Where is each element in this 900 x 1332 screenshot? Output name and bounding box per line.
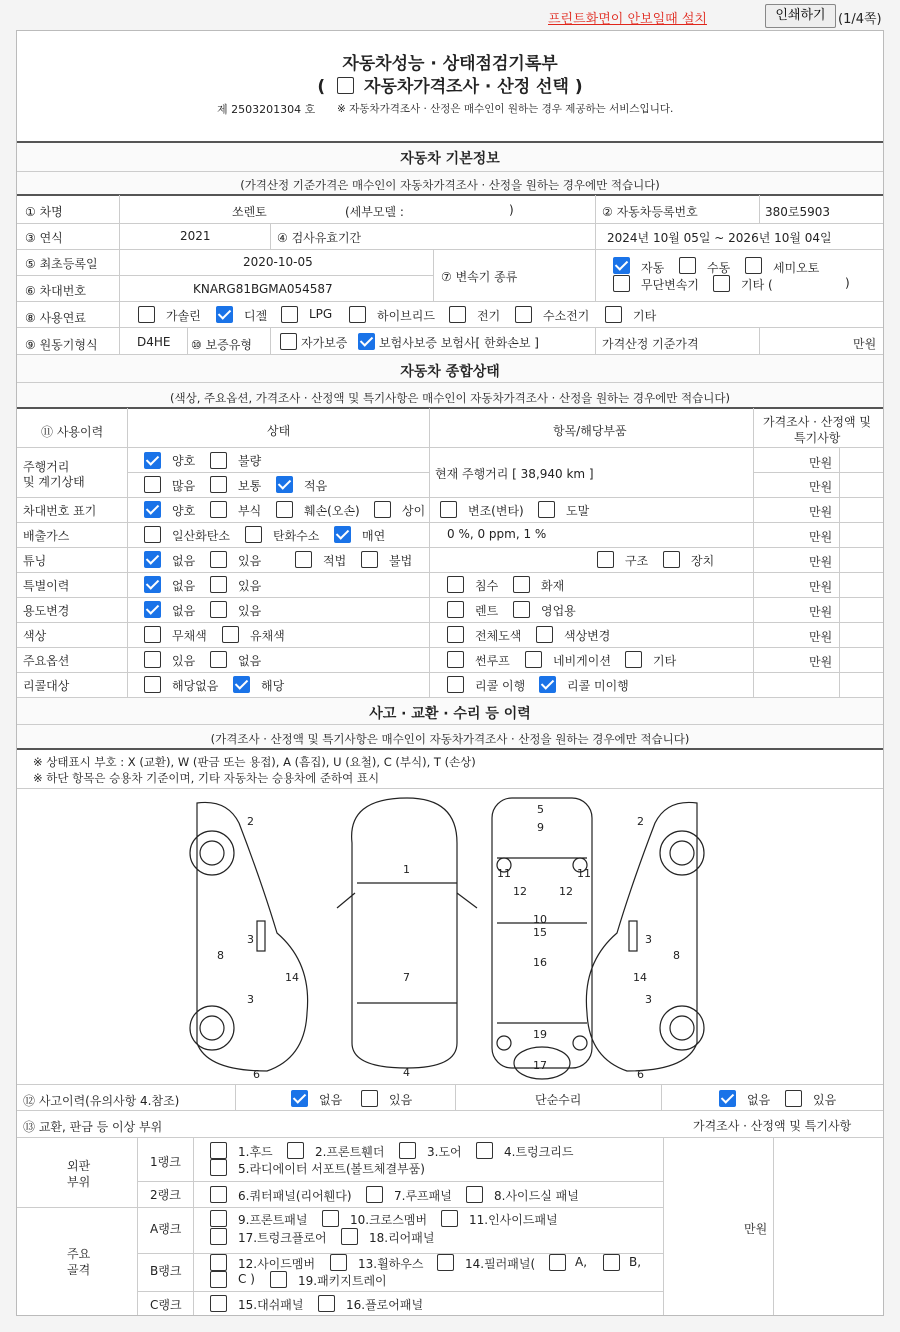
frame-label-1: 주요: [67, 1247, 91, 1261]
option-yes-checkbox[interactable]: [144, 651, 161, 668]
vin-mark-label: 차대번호 표기: [23, 504, 97, 518]
fuel-hybrid-checkbox[interactable]: [349, 306, 366, 323]
accident-history-label: ⑫ 사고이력(유의사항 4.참조): [23, 1094, 180, 1108]
trans-cvt-label: 무단변속기: [641, 278, 699, 292]
usage-business-label: 영업용: [541, 604, 576, 618]
recall-applicable-label: 해당: [261, 679, 285, 693]
frame-label-2: 골격: [67, 1263, 91, 1277]
fuel-lpg-checkbox[interactable]: [281, 306, 298, 323]
special-flood-label: 침수: [475, 579, 499, 593]
special-yes-checkbox[interactable]: [210, 576, 227, 593]
usage-rent-label: 렌트: [475, 604, 499, 618]
subtitle-text: 자동차가격조사 · 산정 선택: [364, 77, 569, 97]
usage-yes-label: 있음: [238, 604, 262, 618]
color-change-checkbox[interactable]: [536, 626, 553, 643]
warranty-label: ⑩ 보증유형: [191, 338, 252, 352]
part-pillar-panel-label: 14.필러패널(: [465, 1257, 536, 1271]
accident-section: [17, 698, 883, 748]
usage-business-checkbox[interactable]: [513, 601, 530, 618]
part-radiator-support-label: 5.라디에이터 서포트(볼트체결부품): [238, 1162, 425, 1176]
vin-corrosion-checkbox[interactable]: [210, 501, 227, 518]
vin-label: ⑥ 차대번호: [25, 284, 86, 298]
recall-none-label: 해당없음: [172, 679, 219, 693]
part-side-sill-checkbox[interactable]: [466, 1186, 483, 1203]
special-flood-checkbox[interactable]: [447, 576, 464, 593]
vin-price-unit: 만원: [809, 505, 833, 519]
simple-repair-none-label: 없음: [747, 1093, 771, 1107]
vin-altered-label: 변조(변타): [468, 504, 524, 518]
part-14-left: 14: [285, 971, 299, 984]
paren-close: ): [574, 77, 583, 97]
emission-values: 0 %, 0 ppm, 1 %: [447, 527, 547, 541]
special-label: 특별이력: [23, 579, 70, 593]
top-view-body: [352, 798, 457, 1068]
part-5: 5: [537, 803, 544, 816]
tuning-illegal-label: 불법: [389, 554, 413, 568]
part-11-right: 11: [577, 867, 591, 880]
tuning-device-label: 장치: [691, 554, 715, 568]
rank-b-label: B랭크: [150, 1264, 182, 1278]
part-roof-panel-checkbox[interactable]: [366, 1186, 383, 1203]
part-16: 16: [533, 956, 547, 969]
mileage-few-checkbox[interactable]: [276, 476, 293, 493]
trans-label: ⑦ 변속기 종류: [441, 270, 518, 284]
vin-differ-label: 상이: [402, 504, 426, 518]
part-roof-panel-label: 7.루프패널: [394, 1189, 452, 1203]
engine-label: ⑨ 원동기형식: [25, 338, 98, 352]
part-17: 17: [533, 1059, 547, 1072]
serial-number: 제 2503201304 호: [217, 103, 316, 116]
fuel-other-label: 기타: [633, 309, 657, 323]
document-subtitle: [17, 72, 883, 97]
vin-damage-checkbox[interactable]: [276, 501, 293, 518]
special-none-label: 없음: [172, 579, 196, 593]
year-value: 2021: [180, 229, 211, 243]
tuning-none-label: 없음: [172, 554, 196, 568]
part-front-panel-label: 9.프론트패널: [238, 1213, 308, 1227]
vin-smear-checkbox[interactable]: [538, 501, 555, 518]
right-pillar: [629, 921, 637, 951]
mileage-normal-label: 보통: [238, 479, 262, 493]
part-8-right: 8: [673, 949, 680, 962]
accident-yes-checkbox[interactable]: [361, 1090, 378, 1107]
recall-none-checkbox[interactable]: [144, 676, 161, 693]
trans-auto-checkbox[interactable]: [613, 257, 630, 274]
trans-other-label: 기타 (: [741, 278, 773, 292]
part-trunk-lid-checkbox[interactable]: [476, 1142, 493, 1159]
inspection-sheet: [16, 30, 884, 1316]
price-select-checkbox[interactable]: [337, 77, 354, 94]
part-12-front-left: 12: [513, 885, 527, 898]
mileage-price-unit-2: 만원: [809, 480, 833, 494]
warranty-insurance-checkbox[interactable]: [358, 333, 375, 350]
exchange-price-unit: 만원: [744, 1222, 768, 1236]
mileage-value: 현재 주행거리 [ 38,940 km ]: [435, 467, 594, 481]
exchange-price-header: 가격조사 · 산정액 및 특기사항: [693, 1119, 852, 1133]
part-rear-panel-checkbox[interactable]: [341, 1228, 358, 1245]
legend-1: ※ 상태표시 부호 : X (교환), W (판금 또는 용접), A (흠집), U (요철), C (부식), T (손상): [33, 755, 476, 769]
simple-repair-yes-label: 있음: [813, 1093, 837, 1107]
recall-applicable-checkbox[interactable]: [233, 676, 250, 693]
vin-differ-checkbox[interactable]: [374, 501, 391, 518]
pillar-a-checkbox[interactable]: [549, 1254, 566, 1271]
part-7: 7: [403, 971, 410, 984]
underbody-wheelhouse-rl: [497, 1036, 511, 1050]
trans-semi-checkbox[interactable]: [745, 257, 762, 274]
special-yes-label: 있음: [238, 579, 262, 593]
right-rear-hub: [670, 1016, 694, 1040]
fuel-diesel-label: 디젤: [244, 309, 268, 323]
trans-cvt-checkbox[interactable]: [613, 275, 630, 292]
recall-label: 리콜대상: [23, 679, 70, 693]
part-front-panel-checkbox[interactable]: [210, 1210, 227, 1227]
part-cross-member-label: 10.크로스멤버: [350, 1213, 428, 1227]
usage-label: 용도변경: [23, 604, 70, 618]
simple-repair-label: 단순수리: [535, 1093, 582, 1107]
fuel-electric-label: 전기: [477, 309, 501, 323]
option-navi-checkbox[interactable]: [525, 651, 542, 668]
mileage-bad-label: 불량: [238, 454, 262, 468]
right-side-body: [586, 802, 697, 1071]
detail-model-close: ): [509, 203, 514, 217]
simple-repair-yes-checkbox[interactable]: [785, 1090, 802, 1107]
accident-note: (가격조사 · 산정액 및 특기사항은 매수인이 자동차가격조사 · 산정을 원하는 경우에만 적습니다): [210, 732, 690, 746]
accident-yes-label: 있음: [389, 1093, 413, 1107]
tuning-structure-checkbox[interactable]: [597, 551, 614, 568]
exchange-label: ⑬ 교환, 판금 등 이상 부위: [23, 1120, 163, 1134]
part-wheel-house-checkbox[interactable]: [330, 1254, 347, 1271]
reg-no-label: ② 자동차등록번호: [602, 205, 698, 219]
trans-manual-label: 수동: [707, 261, 731, 275]
mileage-price-unit-1: 만원: [809, 456, 833, 470]
part-inside-panel-label: 11.인사이드패널: [469, 1213, 558, 1227]
vin-altered-checkbox[interactable]: [440, 501, 457, 518]
part-hood-label: 1.후드: [238, 1145, 273, 1159]
pillar-c-checkbox[interactable]: [210, 1271, 227, 1288]
trans-other-close: ): [845, 276, 850, 290]
fuel-lpg-label: LPG: [309, 307, 333, 321]
part-12-front-right: 12: [559, 885, 573, 898]
part-19: 19: [533, 1028, 547, 1041]
part-11-left: 11: [497, 867, 511, 880]
vin-value: KNARG81BGMA054587: [193, 282, 333, 296]
emission-co-checkbox[interactable]: [144, 526, 161, 543]
part-hood-checkbox[interactable]: [210, 1142, 227, 1159]
mileage-few-label: 적음: [304, 479, 328, 493]
part-3-right-a: 3: [645, 933, 652, 946]
special-fire-checkbox[interactable]: [513, 576, 530, 593]
pillar-c-label: C ): [238, 1272, 255, 1286]
trans-manual-checkbox[interactable]: [679, 257, 696, 274]
trans-semi-label: 세미오토: [773, 261, 820, 275]
usage-rent-checkbox[interactable]: [447, 601, 464, 618]
outer-label-2: 부위: [67, 1175, 91, 1189]
part-3-left-b: 3: [247, 993, 254, 1006]
tuning-yes-label: 있음: [238, 554, 262, 568]
vin-smear-label: 도말: [566, 504, 590, 518]
part-8-left: 8: [217, 949, 224, 962]
part-inside-panel-checkbox[interactable]: [441, 1210, 458, 1227]
right-front-hub: [670, 841, 694, 865]
base-price-unit: 만원: [853, 337, 877, 351]
part-14-right: 14: [633, 971, 647, 984]
outer-label-1: 외판: [67, 1159, 91, 1173]
basic-info-section: [17, 143, 883, 195]
part-wheel-house-label: 13.휠하우스: [358, 1257, 424, 1271]
warranty-insurance-label: 보험사보증 보험사[ 한화손보 ]: [379, 336, 539, 350]
accident-none-checkbox[interactable]: [291, 1090, 308, 1107]
fuel-other-checkbox[interactable]: [605, 306, 622, 323]
col-state: 상태: [267, 424, 291, 438]
vin-damage-label: 훼손(오손): [304, 504, 360, 518]
part-9: 9: [537, 821, 544, 834]
fuel-label: ⑧ 사용연료: [25, 311, 86, 325]
recall-done-label: 리콜 이행: [475, 679, 526, 693]
option-no-checkbox[interactable]: [210, 651, 227, 668]
part-3-left-a: 3: [247, 933, 254, 946]
color-chromatic-label: 유채색: [250, 629, 285, 643]
car-diagram: [167, 793, 727, 1081]
warranty-self-label: 자가보증: [301, 336, 348, 350]
option-price-unit: 만원: [809, 655, 833, 669]
mileage-good-label: 양호: [172, 454, 196, 468]
special-price-unit: 만원: [809, 580, 833, 594]
mileage-label-1: 주행거리: [23, 460, 70, 474]
vin-good-checkbox[interactable]: [144, 501, 161, 518]
part-front-fender-label: 2.프론트휀더: [315, 1145, 385, 1159]
part-package-tray-checkbox[interactable]: [270, 1271, 287, 1288]
document-header: [17, 31, 883, 143]
part-6-right: 6: [637, 1068, 644, 1081]
tuning-legal-checkbox[interactable]: [295, 551, 312, 568]
recall-not-done-checkbox[interactable]: [539, 676, 556, 693]
tuning-price-unit: 만원: [809, 555, 833, 569]
trans-auto-label: 자동: [641, 261, 665, 275]
document-title: 자동차성능 · 상태점검기록부: [342, 54, 558, 74]
service-note: ※ 자동차가격조사 · 산정은 매수인이 원하는 경우 제공하는 서비스입니다.: [337, 103, 674, 115]
option-navi-label: 네비게이션: [553, 654, 611, 668]
part-6-left: 6: [253, 1068, 260, 1081]
fuel-gasoline-label: 가솔린: [166, 309, 201, 323]
option-other-checkbox[interactable]: [625, 651, 642, 668]
warranty-self-checkbox[interactable]: [280, 333, 297, 350]
tuning-legal-label: 적법: [323, 554, 347, 568]
mileage-many-checkbox[interactable]: [144, 476, 161, 493]
part-door-label: 3.도어: [427, 1145, 462, 1159]
print-button[interactable]: 인쇄하기: [765, 4, 836, 28]
color-achromatic-checkbox[interactable]: [144, 626, 161, 643]
emission-smoke-label: 매연: [362, 529, 386, 543]
color-label: 색상: [23, 629, 47, 643]
part-pillar-panel-checkbox[interactable]: [437, 1254, 454, 1271]
trans-other-checkbox[interactable]: [713, 275, 730, 292]
pillar-b-checkbox[interactable]: [603, 1254, 620, 1271]
fuel-diesel-checkbox[interactable]: [216, 306, 233, 323]
legend-2: ※ 하단 항목은 승용차 기준이며, 기타 자동차는 승용차에 준하여 표시: [33, 771, 380, 785]
tuning-structure-label: 구조: [625, 554, 649, 568]
special-none-checkbox[interactable]: [144, 576, 161, 593]
underbody-crossmembers: [497, 858, 587, 1023]
part-quarter-panel-checkbox[interactable]: [210, 1186, 227, 1203]
emission-price-unit: 만원: [809, 530, 833, 544]
top-view-windows: [357, 883, 457, 1003]
part-front-fender-checkbox[interactable]: [287, 1142, 304, 1159]
tuning-label: 튜닝: [23, 554, 47, 568]
option-sunroof-checkbox[interactable]: [447, 651, 464, 668]
emission-smoke-checkbox[interactable]: [334, 526, 351, 543]
top-view-mirrors: [337, 893, 477, 908]
page-count: (1/4쪽): [838, 12, 882, 27]
rank-c-label: C랭크: [150, 1298, 182, 1312]
part-dash-panel-checkbox[interactable]: [210, 1295, 227, 1312]
fuel-electric-checkbox[interactable]: [449, 306, 466, 323]
usage-none-checkbox[interactable]: [144, 601, 161, 618]
fuel-hydrogen-label: 수소전기: [543, 309, 590, 323]
usage-none-label: 없음: [172, 604, 196, 618]
mileage-good-checkbox[interactable]: [144, 452, 161, 469]
basic-info-title: 자동차 기본정보: [400, 151, 500, 167]
underbody-wheelhouse-rr: [573, 1036, 587, 1050]
rank-2-label: 2랭크: [150, 1188, 181, 1202]
usage-price-unit: 만원: [809, 605, 833, 619]
tuning-device-checkbox[interactable]: [663, 551, 680, 568]
option-label: 주요옵션: [23, 654, 70, 668]
mileage-normal-checkbox[interactable]: [210, 476, 227, 493]
part-quarter-panel-label: 6.쿼터패널(리어휀다): [238, 1189, 352, 1203]
status-section: [17, 355, 883, 407]
col-history: ⑪ 사용이력: [41, 425, 104, 439]
tuning-illegal-checkbox[interactable]: [361, 551, 378, 568]
inspect-label: ④ 검사유효기간: [277, 231, 362, 245]
color-full-paint-checkbox[interactable]: [447, 626, 464, 643]
part-floor-panel-label: 16.플로어패널: [346, 1298, 424, 1312]
first-reg-value: 2020-10-05: [243, 255, 313, 269]
part-side-sill-label: 8.사이드실 패널: [494, 1189, 579, 1203]
emission-hc-checkbox[interactable]: [245, 526, 262, 543]
option-no-label: 없음: [238, 654, 262, 668]
fuel-hydrogen-checkbox[interactable]: [515, 306, 532, 323]
color-chromatic-checkbox[interactable]: [222, 626, 239, 643]
rank-1-label: 1랭크: [150, 1155, 181, 1169]
rank-a-label: A랭크: [150, 1222, 182, 1236]
part-side-member-label: 12.사이드멤버: [238, 1257, 316, 1271]
emission-hc-label: 탄화수소: [273, 529, 320, 543]
tuning-none-checkbox[interactable]: [144, 551, 161, 568]
mileage-bad-checkbox[interactable]: [210, 452, 227, 469]
reg-no-value: 380로5903: [765, 205, 831, 219]
part-2-left: 2: [247, 815, 254, 828]
left-rear-hub: [200, 1016, 224, 1040]
base-price-label: 가격산정 기준가격: [602, 337, 699, 351]
install-link[interactable]: 프린트화면이 안보일때 설치: [548, 12, 707, 27]
fuel-hybrid-label: 하이브리드: [377, 309, 435, 323]
part-trunk-lid-label: 4.트렁크리드: [504, 1145, 574, 1159]
basic-info-note: (가격산정 기준가격은 매수인이 자동차가격조사 · 산정을 원하는 경우에만 적습니다): [240, 178, 660, 192]
option-sunroof-label: 썬루프: [475, 654, 510, 668]
part-rear-panel-label: 18.리어패널: [369, 1231, 435, 1245]
part-10: 10: [533, 913, 547, 926]
part-radiator-support-checkbox[interactable]: [210, 1159, 227, 1176]
color-full-paint-label: 전체도색: [475, 629, 522, 643]
tuning-yes-checkbox[interactable]: [210, 551, 227, 568]
part-package-tray-label: 19.패키지트레이: [298, 1274, 387, 1288]
car-name-label: ① 차명: [25, 205, 63, 219]
color-achromatic-label: 무채색: [172, 629, 207, 643]
part-3-right-b: 3: [645, 993, 652, 1006]
part-door-checkbox[interactable]: [399, 1142, 416, 1159]
pillar-a-label: A,: [575, 1255, 588, 1269]
mileage-label-2: 및 계기상태: [23, 475, 85, 489]
year-label: ③ 연식: [25, 231, 63, 245]
accident-none-label: 없음: [319, 1093, 343, 1107]
option-other-label: 기타: [653, 654, 677, 668]
pillar-b-label: B,: [629, 1255, 642, 1269]
car-name-value: 쏘렌토: [232, 205, 267, 219]
part-floor-panel-checkbox[interactable]: [318, 1295, 335, 1312]
left-pillar: [257, 921, 265, 951]
part-1: 1: [403, 863, 410, 876]
engine-value: D4HE: [137, 335, 171, 349]
vin-good-label: 양호: [172, 504, 196, 518]
recall-done-checkbox[interactable]: [447, 676, 464, 693]
col-price-2: 특기사항: [794, 431, 841, 445]
part-trunk-floor-checkbox[interactable]: [210, 1228, 227, 1245]
mileage-many-label: 많음: [172, 479, 196, 493]
col-price-1: 가격조사 · 산정액 및: [763, 415, 871, 429]
inspect-period: 2024년 10월 05일 ~ 2026년 10월 04일: [607, 231, 832, 245]
part-side-member-checkbox[interactable]: [210, 1254, 227, 1271]
part-4: 4: [403, 1066, 410, 1079]
usage-yes-checkbox[interactable]: [210, 601, 227, 618]
detail-model-label: (세부모델 :: [345, 205, 404, 219]
color-price-unit: 만원: [809, 630, 833, 644]
recall-not-done-label: 리콜 미이행: [567, 679, 629, 693]
col-item: 항목/해당부품: [553, 424, 627, 438]
paren-open: (: [317, 77, 326, 97]
status-title: 자동차 종합상태: [400, 364, 500, 380]
part-trunk-floor-label: 17.트렁크플로어: [238, 1231, 327, 1245]
emission-co-label: 일산화탄소: [172, 529, 230, 543]
fuel-gasoline-checkbox[interactable]: [138, 306, 155, 323]
part-2-right: 2: [637, 815, 644, 828]
special-fire-label: 화재: [541, 579, 565, 593]
part-dash-panel-label: 15.대쉬패널: [238, 1298, 304, 1312]
vin-corrosion-label: 부식: [238, 504, 262, 518]
emission-label: 배출가스: [23, 529, 70, 543]
accident-title: 사고 · 교환 · 수리 등 이력: [369, 706, 531, 722]
part-15: 15: [533, 926, 547, 939]
part-cross-member-checkbox[interactable]: [322, 1210, 339, 1227]
color-change-label: 색상변경: [564, 629, 611, 643]
status-note: (색상, 주요옵션, 가격조사 · 산정액 및 특기사항은 매수인이 자동차가격조사 · 산정을 원하는 경우에만 적습니다): [170, 391, 730, 405]
option-yes-label: 있음: [172, 654, 196, 668]
simple-repair-none-checkbox[interactable]: [719, 1090, 736, 1107]
left-front-hub: [200, 841, 224, 865]
top-bar: [0, 0, 900, 30]
first-reg-label: ⑤ 최초등록일: [25, 257, 98, 271]
